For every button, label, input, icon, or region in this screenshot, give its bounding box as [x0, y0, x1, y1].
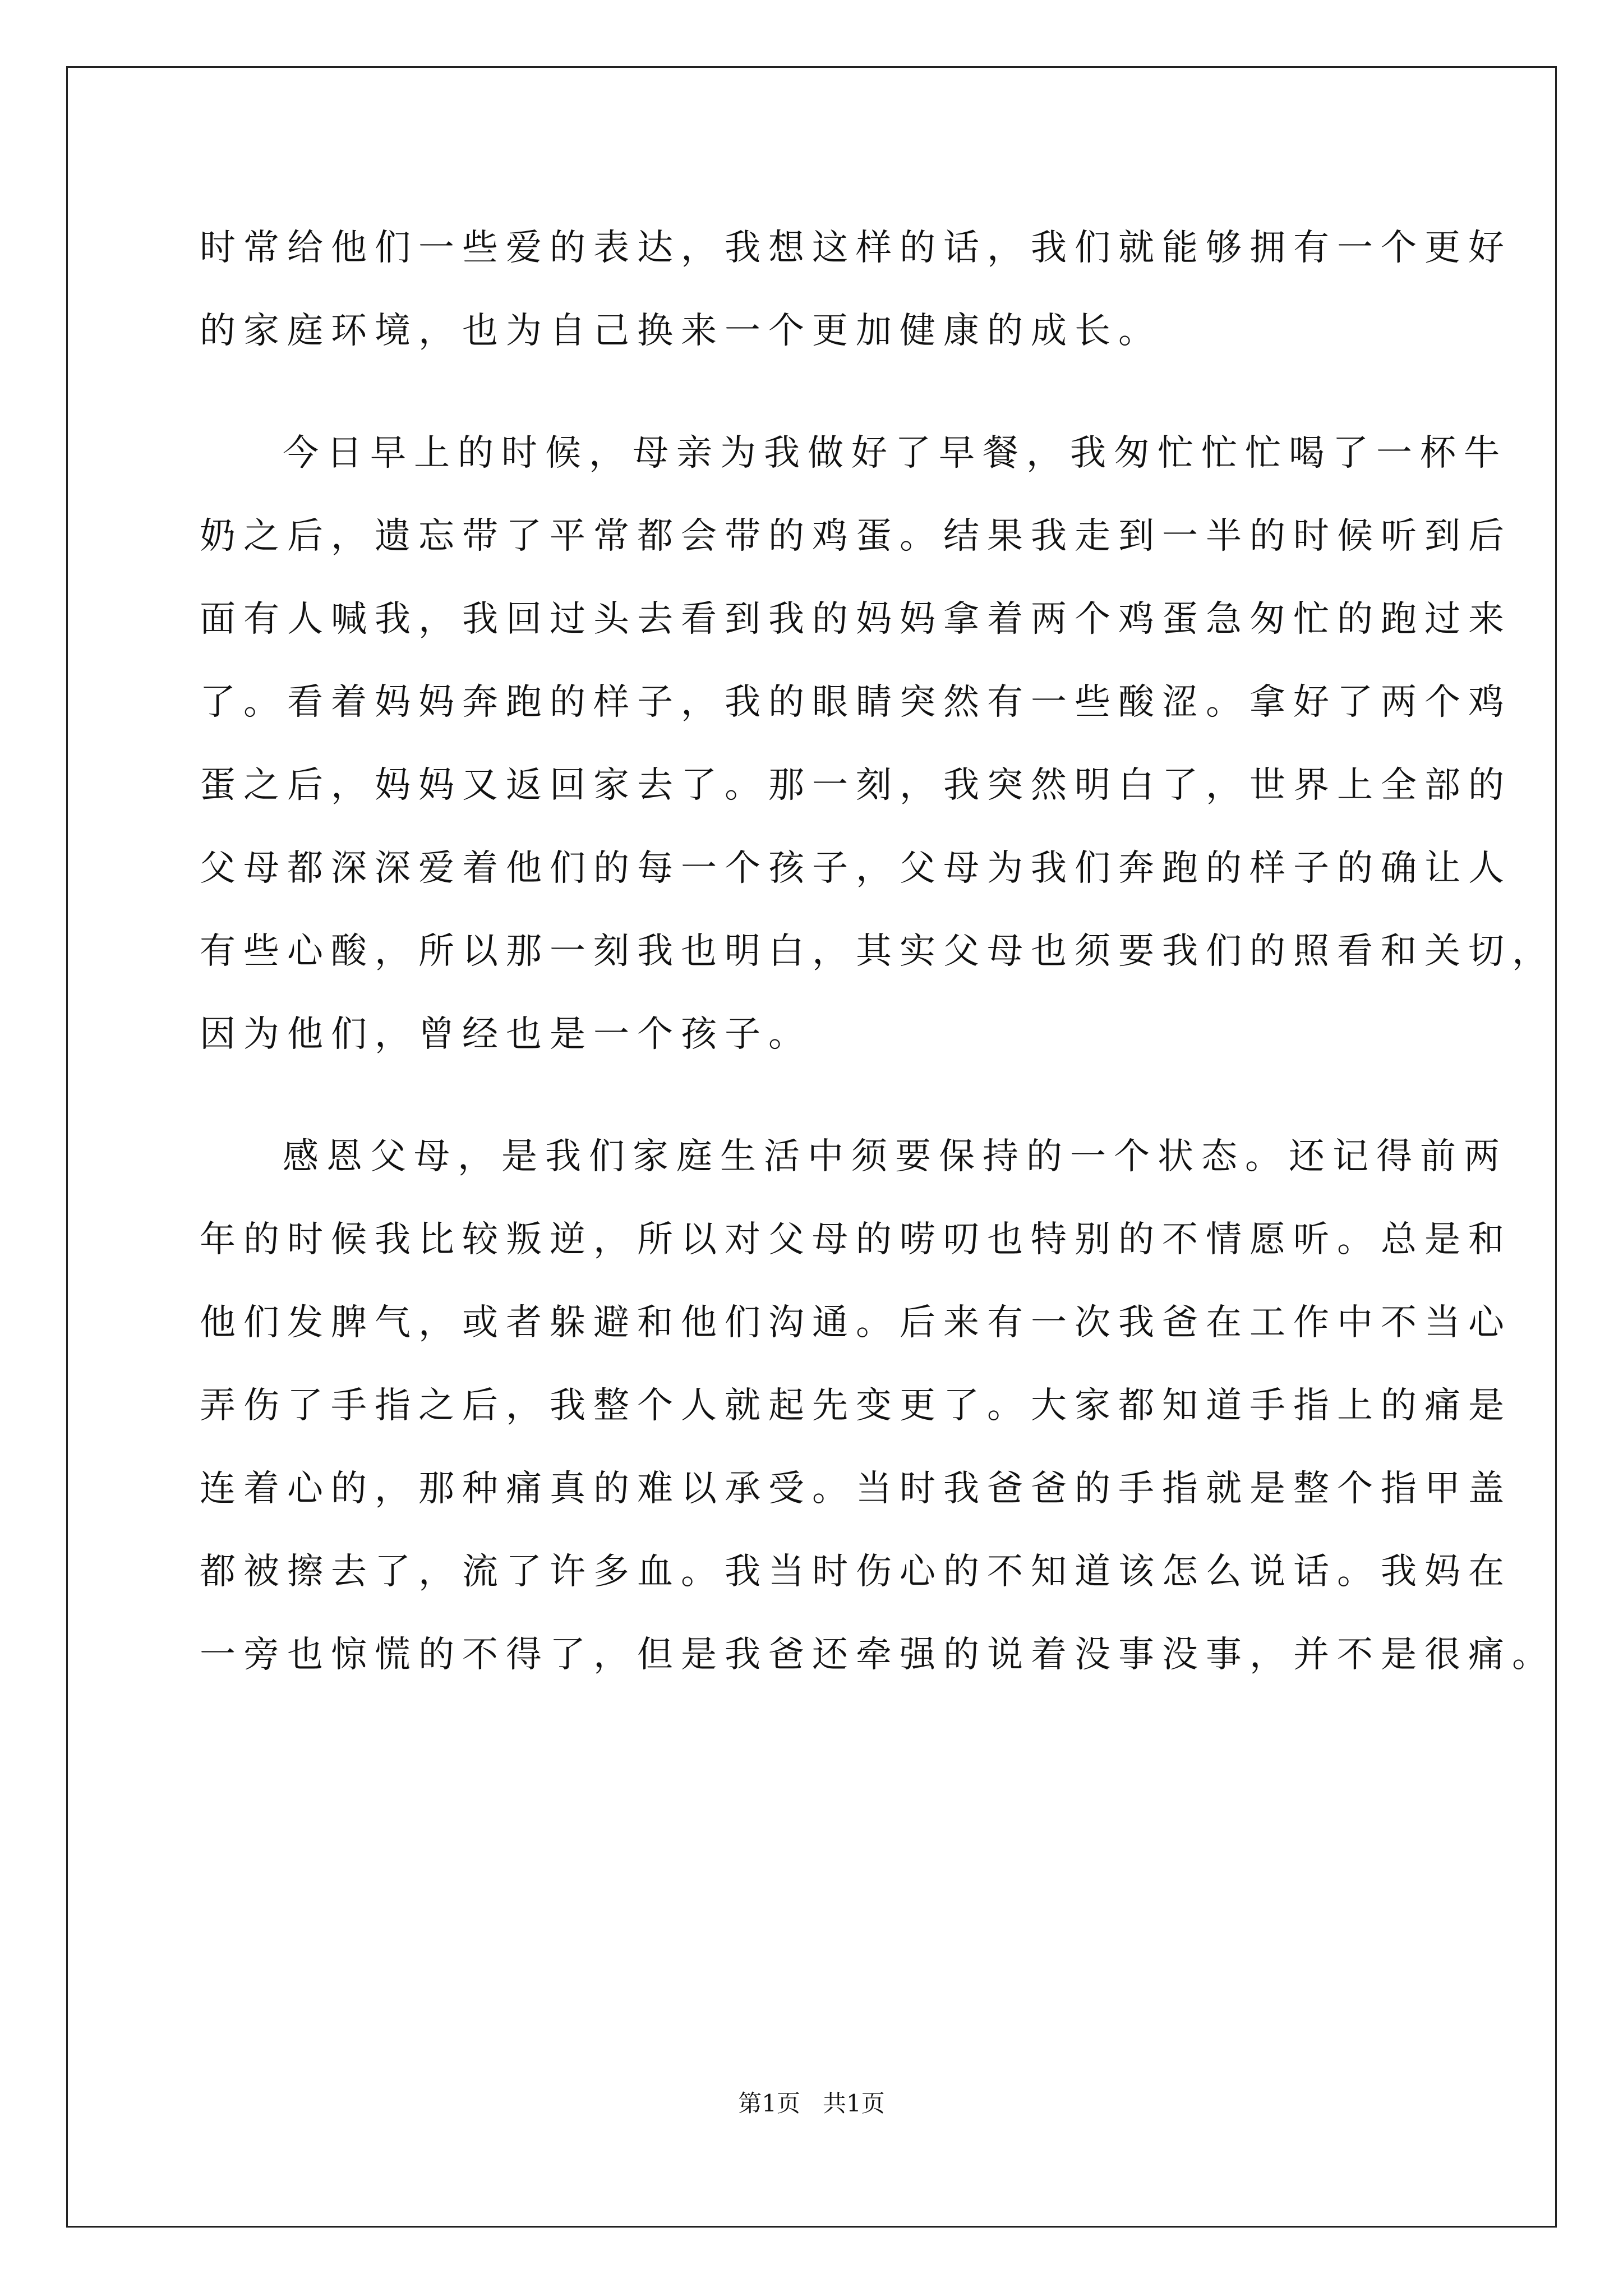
text-line: 有些心酸，所以那一刻我也明白，其实父母也须要我们的照看和关切， — [200, 931, 1556, 972]
text-line: 今日早上的时候，母亲为我做好了早餐，我匆忙忙忙喝了一杯牛 — [283, 432, 1507, 474]
text-line: 他们发脾气，或者躲避和他们沟通。后来有一次我爸在工作中不当心 — [200, 1302, 1512, 1343]
text-line: 感恩父母，是我们家庭生活中须要保持的一个状态。还记得前两 — [283, 1136, 1507, 1177]
text-line: 面有人喊我，我回过头去看到我的妈妈拿着两个鸡蛋急匆忙的跑过来 — [200, 599, 1512, 640]
text-line: 时常给他们一些爱的表达，我想这样的话，我们就能够拥有一个更好 — [200, 227, 1512, 269]
text-line: 蛋之后，妈妈又返回家去了。那一刻，我突然明白了，世界上全部的 — [200, 765, 1512, 806]
text-line: 的家庭环境，也为自己换来一个更加健康的成长。 — [200, 310, 1162, 352]
text-line: 年的时候我比较叛逆，所以对父母的唠叨也特别的不情愿听。总是和 — [200, 1219, 1512, 1260]
text-line: 了。看着妈妈奔跑的样子，我的眼睛突然有一些酸涩。拿好了两个鸡 — [200, 682, 1512, 723]
text-line: 一旁也惊慌的不得了，但是我爸还牵强的说着没事没事，并不是很痛。 — [200, 1634, 1556, 1676]
text-line: 连着心的，那种痛真的难以承受。当时我爸爸的手指就是整个指甲盖 — [200, 1468, 1512, 1510]
text-line: 弄伤了手指之后，我整个人就起先变更了。大家都知道手指上的痛是 — [200, 1385, 1512, 1427]
text-line: 都被擦去了，流了许多血。我当时伤心的不知道该怎么说话。我妈在 — [200, 1551, 1512, 1593]
page-number: 第1页 共1页 — [738, 2090, 885, 2117]
text-line: 因为他们，曾经也是一个孩子。 — [200, 1014, 812, 1055]
text-line: 父母都深深爱着他们的每一个孩子，父母为我们奔跑的样子的确让人 — [200, 848, 1512, 889]
text-line: 奶之后，遗忘带了平常都会带的鸡蛋。结果我走到一半的时候听到后 — [200, 516, 1512, 557]
